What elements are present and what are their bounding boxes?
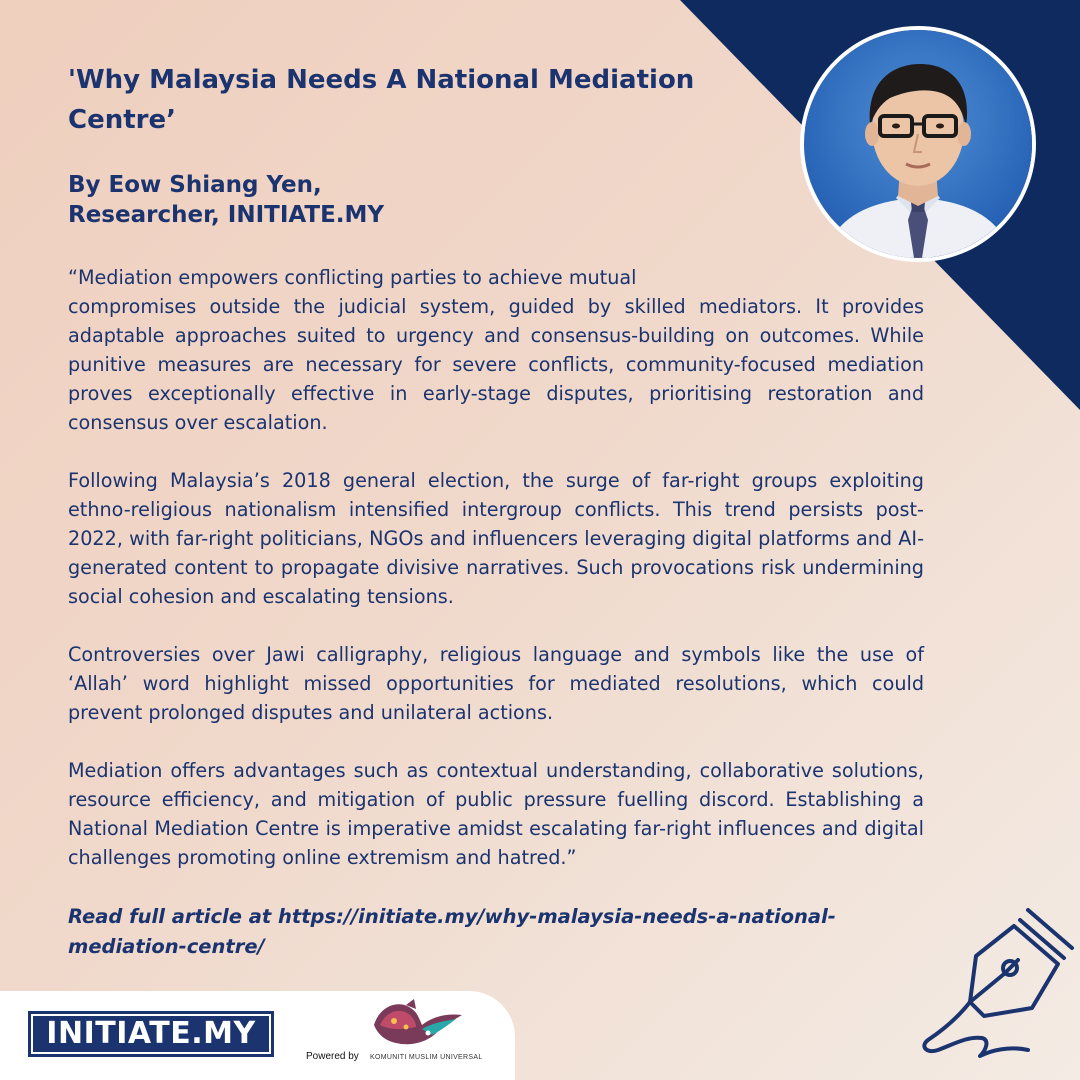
powered-by-label: Powered by (306, 1051, 359, 1062)
paragraph-1 (68, 263, 924, 437)
partner-name: KOMUNITI MUSLIM UNIVERSAL (370, 1054, 483, 1061)
brand-text: INITIATE.MY (46, 1016, 256, 1051)
read-more-link[interactable]: Read full article at https://initiate.my/why-malaysia-needs-a-national-mediation-centre/ (68, 905, 836, 958)
dove-logo-icon (366, 995, 470, 1053)
paragraph-3: Controversies over Jawi calligraphy, religious language and symbols like the use of ‘Allah’ word highlight missed opportunities for mediated resolutions, which could prevent prolonged disputes and unilateral actions. (68, 643, 924, 724)
author-portrait (800, 26, 1036, 262)
paragraph-2: Following Malaysia’s 2018 general election, the surge of far-right groups exploiting ethno-religious nationalism intensified intergroup conflicts. This trend persists post-2022, with far-right politicians, NGOs and influencers leveraging digital platforms and AI-generated content to propagate divisive narratives. Such provocations risk undermining social cohesion and escalating tensions. (68, 469, 924, 608)
byline (68, 170, 728, 230)
author-name: By Eow Shiang Yen, (68, 172, 322, 198)
paragraph-1-first-line: “Mediation empowers conflicting parties to achieve mutual (68, 266, 637, 289)
article-body (68, 263, 924, 901)
paragraph-1-rest: compromises outside the judicial system, guided by skilled mediators. It provides adaptable approaches suited to urgency and consensus-building on outcomes. While punitive measures are necessary for severe conflicts, community-focused mediation proves exceptionally effective in early-stage disputes, prioritising restoration and consensus over escalation. (68, 295, 924, 434)
initiate-my-logo (28, 1011, 274, 1057)
author-role: Researcher, INITIATE.MY (68, 202, 385, 228)
fountain-pen-icon (920, 900, 1080, 1080)
article-title: 'Why Malaysia Needs A National Mediation Centre’ (68, 65, 695, 135)
paragraph-4: Mediation offers advantages such as contextual understanding, collaborative solutions, resource efficiency, and mitigation of public pressure fuelling discord. Establishing a National Mediation Centre is imperative amidst escalating far-right influences and digital challenges promoting online extremism and hatred.” (68, 759, 924, 869)
